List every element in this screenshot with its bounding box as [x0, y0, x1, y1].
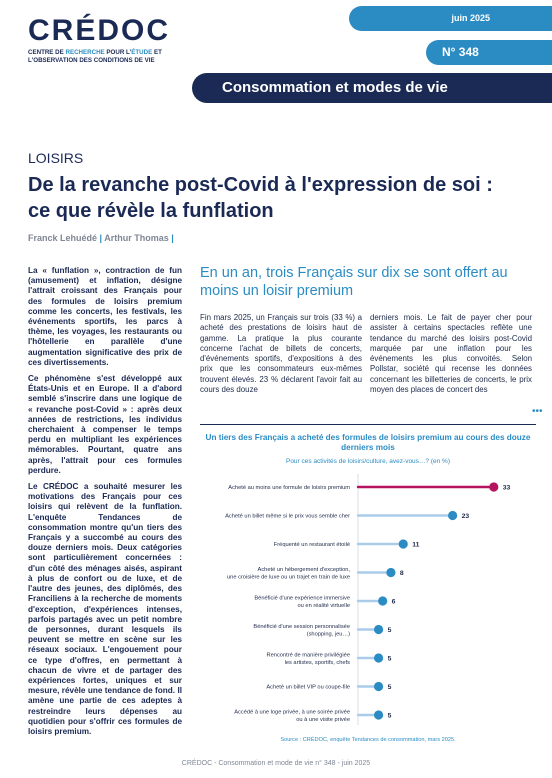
chart-category-label: ou à une visite privée [296, 717, 350, 723]
chart-category-label: les artistes, sportifs, chefs [284, 660, 350, 666]
summary-paragraph: Ce phénomène s'est développé aux États-Unis et en Europe. Il a d'abord semblé s'inscrire dans une logique de « revanche post-Covid » : après deux années de restrictions, les individus cherchaient à compenser le temps perdu en multipliant les expériences mémorables. Pourtant, quatre ans après, l'attrait pour ces formules perdure. [28, 374, 182, 475]
author-1: Franck Lehuédé [28, 233, 98, 243]
chart-category-label: Accédé à une loge privée, à une soirée privée [234, 709, 350, 716]
chart-dot [374, 682, 383, 691]
author-2: Arthur Thomas [104, 233, 169, 243]
page-footer: CRÉDOC - Consommation et mode de vie n° 348 - juin 2025 [181, 760, 371, 767]
chart-title: Un tiers des Français a acheté des formules de loisirs premium au cours des douze derniers mois [205, 433, 531, 452]
chart-category-label: ou en réalité virtuelle [297, 603, 350, 609]
issue-number-text: N° 348 [442, 45, 479, 59]
chart-category-label: Acheté un billet même si le prix vous semble cher [225, 513, 350, 520]
chart-source: Source : CRÉDOC, enquête Tendances de consommation, mars 2025. [280, 737, 456, 743]
chart-frame [200, 424, 536, 750]
lollipop-chart [200, 470, 536, 735]
chart-category-label: Bénéficié d'une expérience immersive [254, 595, 350, 602]
chart-value-label: 8 [399, 569, 404, 577]
date-badge [349, 6, 552, 31]
series-banner [192, 73, 552, 103]
chart-value-label: 11 [412, 541, 420, 549]
authors: Franck Lehuédé | Arthur Thomas | [28, 233, 174, 243]
chart-category-label: Acheté au moins une formule de loisirs premium [228, 485, 350, 492]
issue-number-badge [426, 40, 552, 65]
chart-dot [386, 568, 395, 577]
chart-dot [374, 653, 383, 662]
chart-category-label: Fréquenté un restaurant étoilé [273, 542, 350, 549]
chart-value-label: 33 [502, 484, 511, 492]
body-column-1: Fin mars 2025, un Français sur trois (33 %) a acheté des prestations de loisirs haut de gamme. La pratique la plus courante concerne l'achat de billets de concerts, d'événements sportifs, d'expositions à des prix que les consommateurs eux-mêmes trouvent élevés. 23 % déclarent l'avoir fait au cours des douze [200, 313, 362, 395]
chart-dot [374, 710, 383, 719]
chart-value-label: 5 [387, 683, 392, 691]
chart-category-label: (shopping, jeu…) [306, 631, 350, 638]
chart-value-label: 5 [387, 655, 392, 663]
section-heading: En un an, trois Français sur dix se sont offert au moins un loisir premium [200, 265, 508, 299]
chart-value-label: 5 [387, 626, 392, 634]
summary-paragraph: Le CRÉDOC a souhaité mesurer les motivations des Français pour ces loisirs qui relèvent de la funflation. L'enquête Tendances de consommation montre qu'un tiers des Français y a succombé au cours des douze derniers mois. Deux catégories sont particulièrement concernées : d'un côté des ménages aisés, aspirant à plus de confort ou de luxe, et de l'autre des jeunes, des diplômés, des Franciliens à la recherche de moments d'exception, d'expériences intenses, parfois partagés avec un petit nombre de personnes, durant lesquels ils peuvent se mettre en scène sur les réseaux sociaux. L'engouement pour ce type d'offres, en permettant à chacun de vivre et de partager des expériences fortes, uniques et sur mesure, révèle une tendance de fond. Il amène une partie de ces adeptes à restreindre leurs dépenses au quotidien pour s'offrir ces formules de loisirs premium. [28, 482, 182, 736]
chart-dot [448, 511, 457, 520]
chart-category-label: une croisière de luxe ou un trajet en train de luxe [227, 574, 350, 581]
chart-subtitle: Pour ces activités de loisirs/culture, avez-vous…? (en %) [285, 458, 450, 465]
chart-dot [378, 596, 387, 605]
logo-wordmark: CRÉDOC [28, 14, 171, 47]
summary-paragraph: La « funflation », contraction de fun (amusement) et inflation, désigne l'attrait croissant des Français pour des formules de loisirs premium comme les concerts, les festivals, les événements sportifs, les parcs à thème, les voyages, les restaurants ou l'hôtellerie en parallèle d'une augmentation significative des prix de ces divertissements. [28, 266, 182, 367]
chart-category-label: Bénéficié d'une session personnalisée [253, 623, 350, 630]
chart-dot [374, 625, 383, 634]
logo-tagline: CENTRE DE RECHERCHE POUR L'ÉTUDE ET L'OBSERVATION DES CONDITIONS DE VIE [28, 49, 162, 64]
series-title: Consommation et modes de vie [222, 79, 448, 96]
date-text: juin 2025 [451, 13, 490, 23]
chart-category-label: Acheté un billet VIP ou coupe-file [266, 684, 350, 691]
chart-value-label: 6 [391, 598, 396, 606]
chart-category-label: Rencontré de manière privilégiée [266, 652, 350, 659]
article-title: De la revanche post-Covid à l'expression de soi : ce que révèle la funflation [28, 174, 493, 222]
chart-value-label: 23 [461, 512, 470, 520]
section-label: LOISIRS [28, 150, 84, 166]
chart-dot [399, 539, 408, 548]
continuation-dots: ••• [532, 406, 543, 417]
chart-category-label: Acheté un hébergement d'exception, [257, 566, 350, 573]
chart-dot [489, 482, 498, 491]
credoc-logo [28, 16, 198, 64]
chart-value-label: 5 [387, 712, 392, 720]
summary-column [28, 266, 182, 743]
body-column-2: derniers mois. Le fait de payer cher pour assister à certains spectacles reflète une tendance du marché des loisirs post-Covid marquée par une inflation pour les événements les plus convoités. Selon Pollstar, société qui recense les données concernant les billetteries de concerts, le prix moyen des places de concert des [370, 313, 532, 395]
